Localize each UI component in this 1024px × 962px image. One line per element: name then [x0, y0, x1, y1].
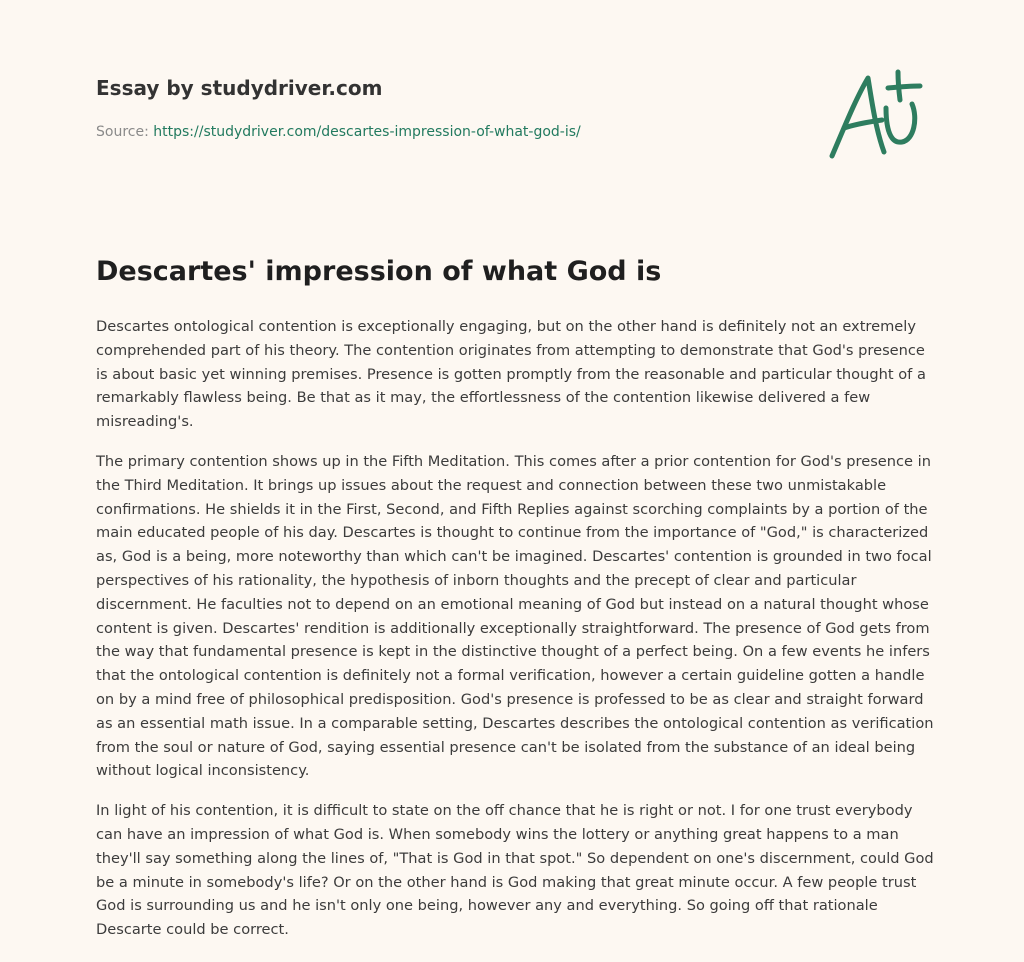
- essay-title: Descartes' impression of what God is: [96, 256, 662, 287]
- source-label: Source:: [96, 124, 149, 140]
- source-line: [96, 124, 581, 140]
- source-link[interactable]: https://studydriver.com/descartes-impression-of-what-god-is/: [153, 124, 581, 140]
- paragraph: Descartes ontological contention is exceptionally engaging, but on the other hand is definitely not an extremely comprehended part of his theory. The contention originates from attempting to demonstrate that God's presence is about basic yet winning premises. Presence is gotten promptly from the reasonable and particular thought of a remarkably flawless being. Be that as it may, the effortlessness of the contention likewise delivered a few misreading's.: [96, 318, 926, 431]
- essay-body: [96, 315, 936, 958]
- paragraph: In light of his contention, it is difficult to state on the off chance that he is right or not. I for one trust everybody can have an impression of what God is. When somebody wins the lottery or anything great happens to a man they'll say something along the lines of, "That is God in that spot." So dependent on one's discernment, could God be a minute in somebody's life? Or on the other hand is God making that great minute occur. A few people trust God is surrounding us and he isn't only one being, however any and everything. So going off that rationale Descarte could be correct.: [96, 802, 934, 939]
- brand-title: Essay by studydriver.com: [96, 76, 383, 100]
- a-plus-logo-icon: [826, 68, 926, 164]
- paragraph: The primary contention shows up in the Fifth Meditation. This comes after a prior contention for God's presence in the Third Meditation. It brings up issues about the request and connection between these two unmistakable confirmations. He shields it in the First, Second, and Fifth Replies against scorching complaints by a portion of the main educated people of his day. Descartes is thought to continue from the importance of "God," is characterized as, God is a being, more noteworthy than which can't be imagined. Descartes' contention is grounded in two focal perspectives of his rationality, the hypothesis of inborn thoughts and the precept of clear and particular discernment. He faculties not to depend on an emotional meaning of God but instead on a natural thought whose content is given. Descartes' rendition is additionally exceptionally straightforward. The presence of God gets from the way that fundamental presence is kept in the distinctive thought of a perfect being. On a few events he infers that the ontological contention is definitely not a formal verification, however a certain guideline gotten a handle on by a mind free of philosophical predisposition. God's presence is professed to be as clear and straight forward as an essential math issue. In a comparable setting, Descartes describes the ontological contention as verification from the soul or nature of God, saying essential presence can't be isolated from the substance of an ideal being without logical inconsistency.: [96, 452, 934, 780]
